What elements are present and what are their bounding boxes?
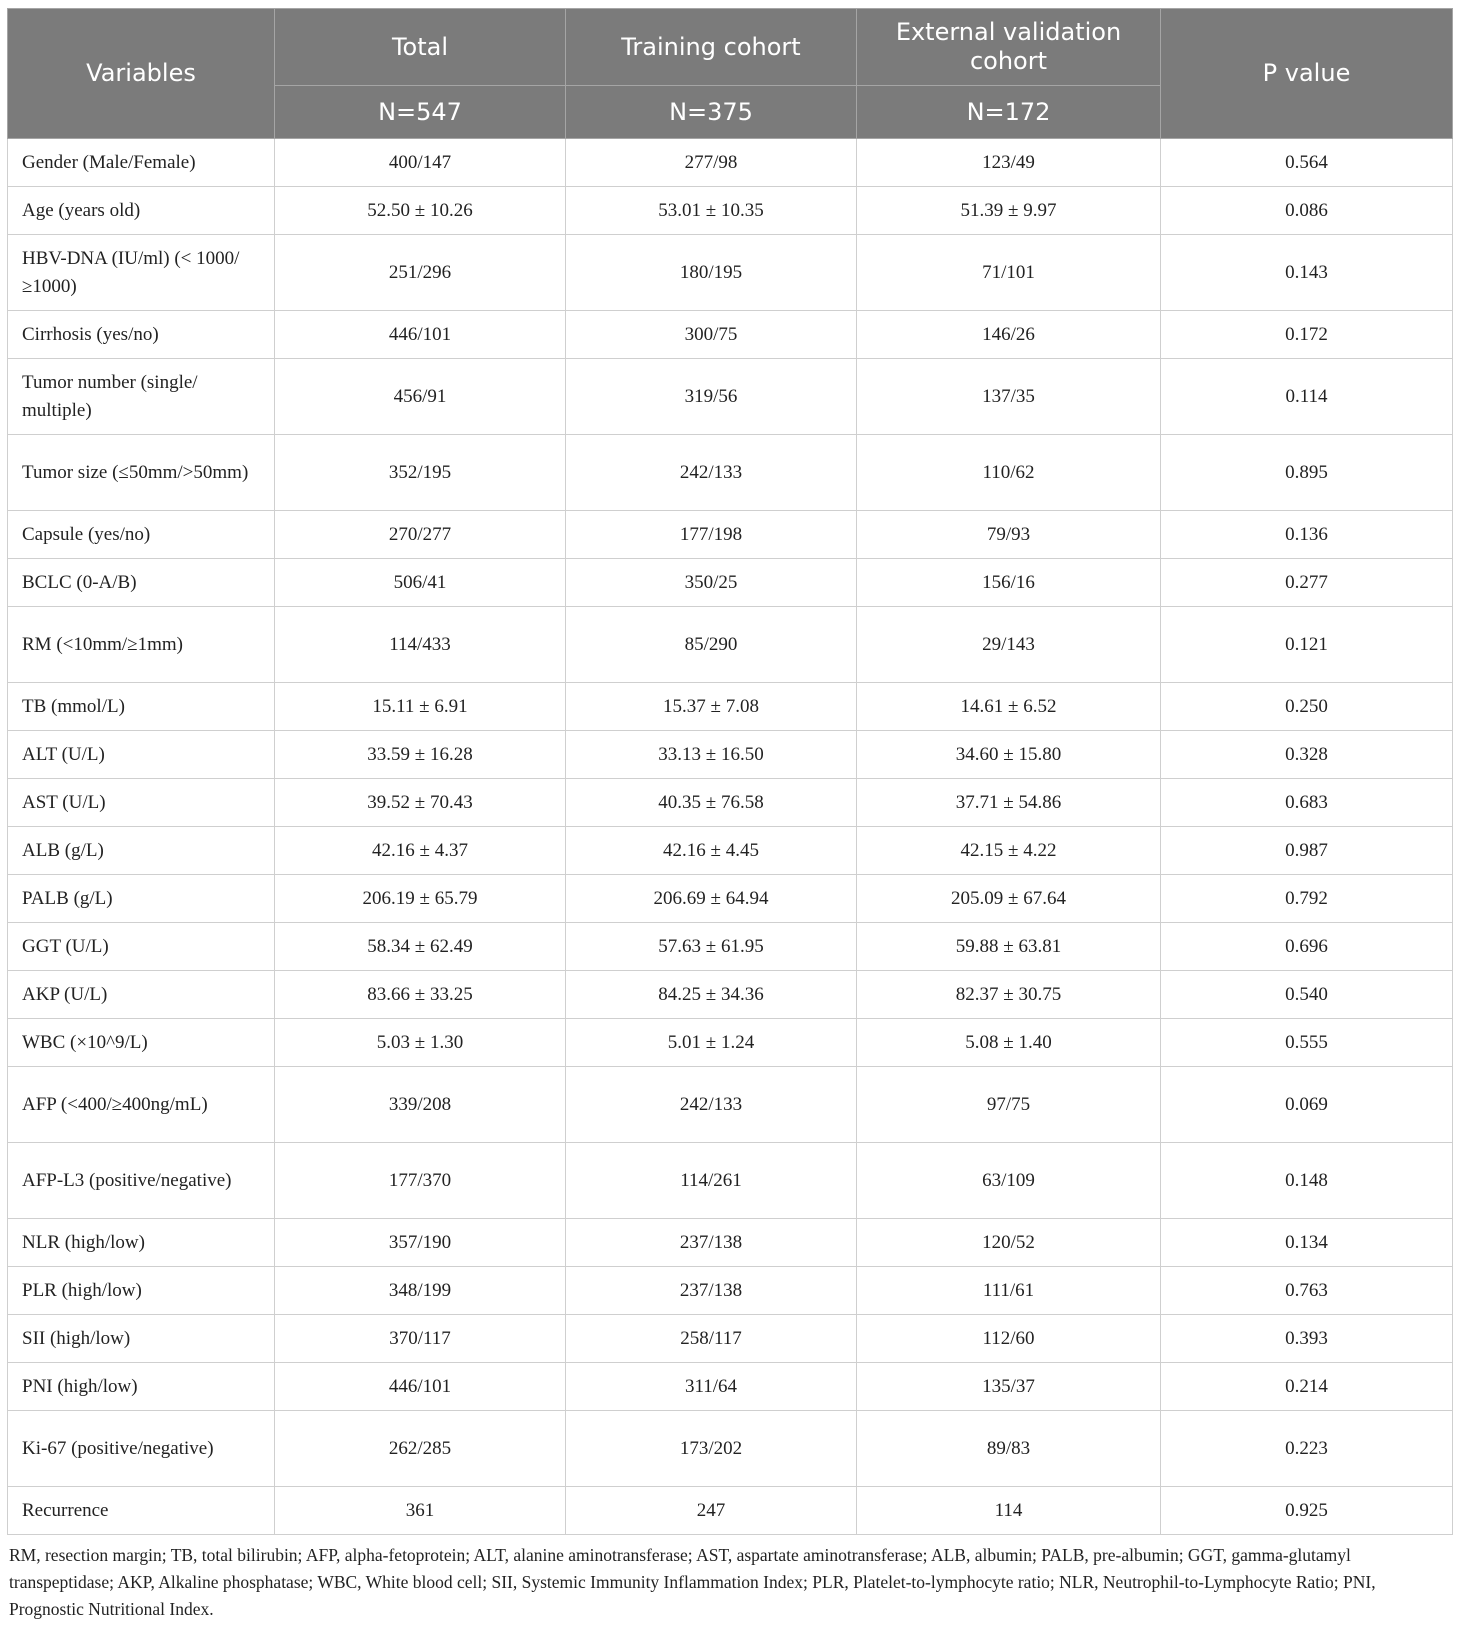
table-row — [8, 923, 1453, 971]
table-row — [8, 683, 1453, 731]
cell-pvalue: 0.895 — [1161, 435, 1453, 511]
table-row — [8, 435, 1453, 511]
header-external: External validation cohort — [857, 9, 1161, 86]
cell-total: 15.11 ± 6.91 — [275, 683, 566, 731]
cell-pvalue: 0.696 — [1161, 923, 1453, 971]
cell-variable: TB (mmol/L) — [8, 683, 275, 731]
cell-variable: ALT (U/L) — [8, 731, 275, 779]
cell-training: 277/98 — [566, 139, 857, 187]
cell-pvalue: 0.136 — [1161, 511, 1453, 559]
cell-pvalue: 0.987 — [1161, 827, 1453, 875]
cell-total: 33.59 ± 16.28 — [275, 731, 566, 779]
header-n-total: N=547 — [275, 86, 566, 139]
cell-external: 120/52 — [857, 1219, 1161, 1267]
cell-pvalue: 0.540 — [1161, 971, 1453, 1019]
table-row — [8, 1315, 1453, 1363]
cell-external: 114 — [857, 1487, 1161, 1535]
cell-training: 242/133 — [566, 1067, 857, 1143]
table-row — [8, 779, 1453, 827]
cell-external: 42.15 ± 4.22 — [857, 827, 1161, 875]
table-row — [8, 187, 1453, 235]
cell-external: 156/16 — [857, 559, 1161, 607]
cell-external: 89/83 — [857, 1411, 1161, 1487]
cell-variable: Gender (Male/Female) — [8, 139, 275, 187]
cell-external: 146/26 — [857, 311, 1161, 359]
cell-external: 137/35 — [857, 359, 1161, 435]
cell-training: 114/261 — [566, 1143, 857, 1219]
header-pvalue: P value — [1161, 9, 1453, 139]
table-header — [8, 9, 1453, 139]
cell-pvalue: 0.214 — [1161, 1363, 1453, 1411]
cell-total: 400/147 — [275, 139, 566, 187]
table-row — [8, 827, 1453, 875]
cell-variable: Capsule (yes/no) — [8, 511, 275, 559]
table-body — [8, 139, 1453, 1535]
cell-total: 456/91 — [275, 359, 566, 435]
cell-total: 270/277 — [275, 511, 566, 559]
cell-total: 206.19 ± 65.79 — [275, 875, 566, 923]
cell-training: 258/117 — [566, 1315, 857, 1363]
cell-total: 5.03 ± 1.30 — [275, 1019, 566, 1067]
cell-training: 40.35 ± 76.58 — [566, 779, 857, 827]
table-row — [8, 875, 1453, 923]
cell-external: 123/49 — [857, 139, 1161, 187]
table-row — [8, 139, 1453, 187]
header-n-external: N=172 — [857, 86, 1161, 139]
cell-pvalue: 0.134 — [1161, 1219, 1453, 1267]
cell-training: 247 — [566, 1487, 857, 1535]
cell-training: 319/56 — [566, 359, 857, 435]
table-row — [8, 235, 1453, 311]
cell-training: 173/202 — [566, 1411, 857, 1487]
header-total: Total — [275, 9, 566, 86]
cell-external: 34.60 ± 15.80 — [857, 731, 1161, 779]
cell-external: 97/75 — [857, 1067, 1161, 1143]
cell-pvalue: 0.250 — [1161, 683, 1453, 731]
cell-total: 446/101 — [275, 1363, 566, 1411]
cell-pvalue: 0.277 — [1161, 559, 1453, 607]
cell-pvalue: 0.121 — [1161, 607, 1453, 683]
table-row — [8, 1067, 1453, 1143]
cell-training: 42.16 ± 4.45 — [566, 827, 857, 875]
table-row — [8, 1143, 1453, 1219]
cell-training: 53.01 ± 10.35 — [566, 187, 857, 235]
cell-variable: Tumor size (≤50mm/>50mm) — [8, 435, 275, 511]
cell-training: 57.63 ± 61.95 — [566, 923, 857, 971]
table-row — [8, 1363, 1453, 1411]
cell-total: 177/370 — [275, 1143, 566, 1219]
cell-total: 361 — [275, 1487, 566, 1535]
header-variables: Variables — [8, 9, 275, 139]
cell-external: 71/101 — [857, 235, 1161, 311]
cell-variable: Ki-67 (positive/negative) — [8, 1411, 275, 1487]
cell-training: 206.69 ± 64.94 — [566, 875, 857, 923]
cell-external: 110/62 — [857, 435, 1161, 511]
cell-total: 83.66 ± 33.25 — [275, 971, 566, 1019]
cell-total: 352/195 — [275, 435, 566, 511]
table-row — [8, 559, 1453, 607]
cell-total: 446/101 — [275, 311, 566, 359]
cell-training: 15.37 ± 7.08 — [566, 683, 857, 731]
cell-training: 242/133 — [566, 435, 857, 511]
table-row — [8, 1411, 1453, 1487]
cell-total: 58.34 ± 62.49 — [275, 923, 566, 971]
cell-pvalue: 0.393 — [1161, 1315, 1453, 1363]
cell-variable: SII (high/low) — [8, 1315, 275, 1363]
cell-external: 51.39 ± 9.97 — [857, 187, 1161, 235]
cell-total: 506/41 — [275, 559, 566, 607]
cell-external: 14.61 ± 6.52 — [857, 683, 1161, 731]
cell-external: 63/109 — [857, 1143, 1161, 1219]
cell-variable: AFP (<400/≥400ng/mL) — [8, 1067, 275, 1143]
cell-training: 237/138 — [566, 1219, 857, 1267]
cell-total: 52.50 ± 10.26 — [275, 187, 566, 235]
cell-total: 357/190 — [275, 1219, 566, 1267]
cell-external: 79/93 — [857, 511, 1161, 559]
cell-variable: AFP-L3 (positive/negative) — [8, 1143, 275, 1219]
cell-pvalue: 0.792 — [1161, 875, 1453, 923]
cell-variable: AKP (U/L) — [8, 971, 275, 1019]
cell-external: 82.37 ± 30.75 — [857, 971, 1161, 1019]
cell-total: 251/296 — [275, 235, 566, 311]
header-training: Training cohort — [566, 9, 857, 86]
cell-pvalue: 0.114 — [1161, 359, 1453, 435]
cell-variable: PALB (g/L) — [8, 875, 275, 923]
table-container — [7, 8, 1452, 1623]
cell-total: 114/433 — [275, 607, 566, 683]
table-row — [8, 607, 1453, 683]
cell-training: 180/195 — [566, 235, 857, 311]
cell-pvalue: 0.148 — [1161, 1143, 1453, 1219]
cell-external: 135/37 — [857, 1363, 1161, 1411]
cell-pvalue: 0.069 — [1161, 1067, 1453, 1143]
cell-external: 5.08 ± 1.40 — [857, 1019, 1161, 1067]
cell-variable: Cirrhosis (yes/no) — [8, 311, 275, 359]
cell-external: 112/60 — [857, 1315, 1161, 1363]
table-row — [8, 511, 1453, 559]
cell-training: 5.01 ± 1.24 — [566, 1019, 857, 1067]
cell-variable: NLR (high/low) — [8, 1219, 275, 1267]
table-row — [8, 311, 1453, 359]
cell-total: 262/285 — [275, 1411, 566, 1487]
cell-total: 370/117 — [275, 1315, 566, 1363]
table-row — [8, 1487, 1453, 1535]
cell-total: 39.52 ± 70.43 — [275, 779, 566, 827]
cell-variable: PNI (high/low) — [8, 1363, 275, 1411]
cell-training: 33.13 ± 16.50 — [566, 731, 857, 779]
cell-pvalue: 0.683 — [1161, 779, 1453, 827]
cell-training: 84.25 ± 34.36 — [566, 971, 857, 1019]
table-row — [8, 1267, 1453, 1315]
cell-pvalue: 0.564 — [1161, 139, 1453, 187]
cell-pvalue: 0.223 — [1161, 1411, 1453, 1487]
cell-variable: PLR (high/low) — [8, 1267, 275, 1315]
cell-external: 111/61 — [857, 1267, 1161, 1315]
cell-training: 300/75 — [566, 311, 857, 359]
cell-total: 339/208 — [275, 1067, 566, 1143]
table-footnote: RM, resection margin; TB, total bilirubin; AFP, alpha-fetoprotein; ALT, alanine aminotransferase; AST, aspartate aminotransferase; ALB, albumin; PALB, pre-albumin; GGT, gamma-glutamyl transpeptidase; AKP, Alkaline phosphatase; WBC, White blood cell; SII, Systemic Immunity Inflammation Index; PLR, Platelet-to-lymphocyte ratio; NLR, Neutrophil-to-Lymphocyte Ratio; PNI, Prognostic Nutritional Index. — [9, 1545, 1376, 1619]
cell-pvalue: 0.172 — [1161, 311, 1453, 359]
cell-total: 42.16 ± 4.37 — [275, 827, 566, 875]
cell-training: 85/290 — [566, 607, 857, 683]
table-row — [8, 971, 1453, 1019]
cell-variable: HBV-DNA (IU/ml) (< 1000/≥1000) — [8, 235, 275, 311]
cell-variable: RM (<10mm/≥1mm) — [8, 607, 275, 683]
table-row — [8, 731, 1453, 779]
cell-training: 237/138 — [566, 1267, 857, 1315]
cell-external: 29/143 — [857, 607, 1161, 683]
cell-pvalue: 0.086 — [1161, 187, 1453, 235]
cell-variable: BCLC (0-A/B) — [8, 559, 275, 607]
header-n-training: N=375 — [566, 86, 857, 139]
cell-variable: Recurrence — [8, 1487, 275, 1535]
cell-pvalue: 0.925 — [1161, 1487, 1453, 1535]
cell-training: 350/25 — [566, 559, 857, 607]
cell-pvalue: 0.328 — [1161, 731, 1453, 779]
cell-variable: WBC (×10^9/L) — [8, 1019, 275, 1067]
cell-pvalue: 0.763 — [1161, 1267, 1453, 1315]
cell-variable: Tumor number (single/ multiple) — [8, 359, 275, 435]
cell-variable: ALB (g/L) — [8, 827, 275, 875]
cell-external: 59.88 ± 63.81 — [857, 923, 1161, 971]
cohort-characteristics-table — [7, 8, 1453, 1535]
cell-pvalue: 0.143 — [1161, 235, 1453, 311]
cell-variable: GGT (U/L) — [8, 923, 275, 971]
cell-training: 311/64 — [566, 1363, 857, 1411]
table-row — [8, 359, 1453, 435]
cell-external: 37.71 ± 54.86 — [857, 779, 1161, 827]
cell-training: 177/198 — [566, 511, 857, 559]
cell-pvalue: 0.555 — [1161, 1019, 1453, 1067]
cell-variable: Age (years old) — [8, 187, 275, 235]
cell-external: 205.09 ± 67.64 — [857, 875, 1161, 923]
cell-total: 348/199 — [275, 1267, 566, 1315]
table-row — [8, 1019, 1453, 1067]
table-row — [8, 1219, 1453, 1267]
cell-variable: AST (U/L) — [8, 779, 275, 827]
